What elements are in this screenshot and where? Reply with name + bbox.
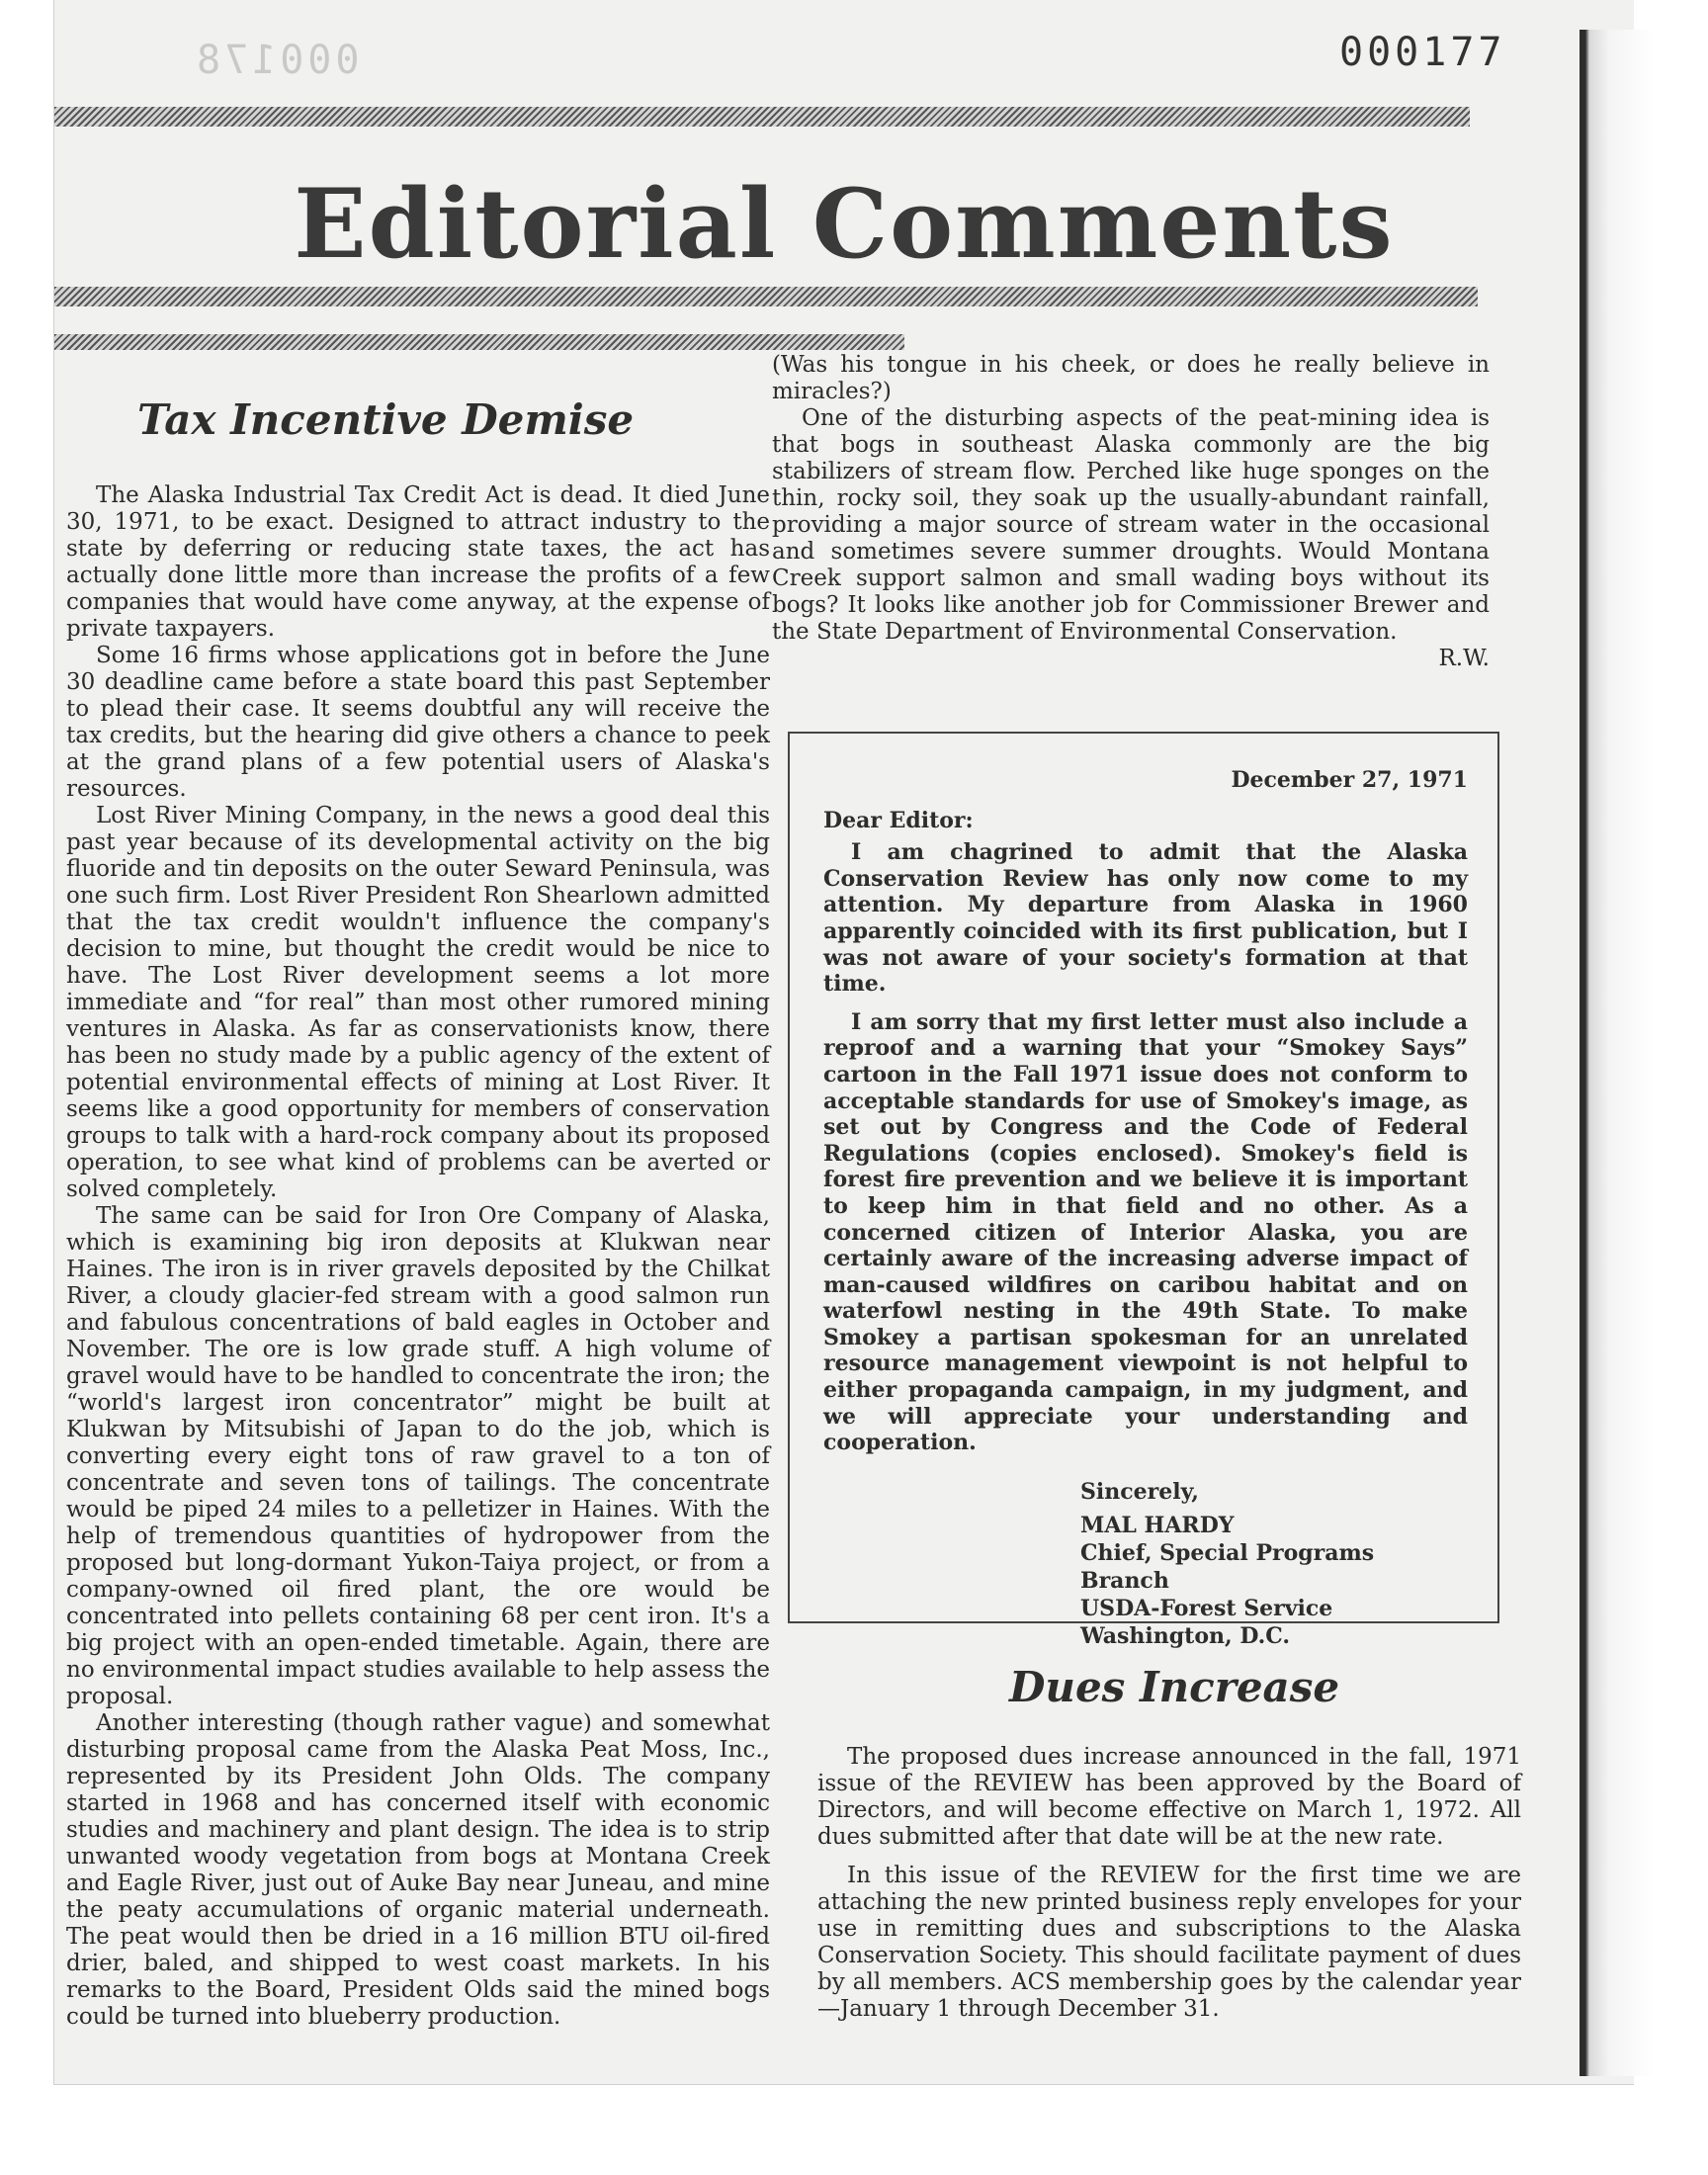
- tax-headline: Tax Incentive Demise: [137, 395, 635, 444]
- masthead-rule-middle: [54, 287, 1478, 306]
- tax-signoff: R.W.: [1438, 646, 1490, 671]
- scan-edge-shadow: [1580, 30, 1655, 2076]
- masthead-title: Editorial Comments: [294, 168, 1395, 280]
- dues-article-column: [817, 1744, 1521, 2023]
- tax-paragraph: Lost River Mining Company, in the news a good deal this past year because of its developmental activity on the big fluoride and tin deposits on the outer Seward Peninsula, was one such firm. Lost River President Ron Shearlown admitted that the tax credit wouldn't influence the company's decision to mine, but thought the credit would be nice to have. The Lost River development seems a lot more immediate and “for real” than most other rumored mining ventures in Alaska. As far as conservationists know, there has been no study made by a public agency of the extent of potential environmental effects of mining at Lost River. It seems like a good opportunity for members of conservation groups to talk with a hard-rock company about its proposed operation, to see what kind of problems can be averted or solved completely.: [66, 803, 770, 1202]
- letter-closing-word: Sincerely,: [1080, 1478, 1199, 1505]
- letter-paragraph: I am sorry that my first letter must also include a reproof and a warning that your “Smokey Says” cartoon in the Fall 1971 issue does not conform to acceptable standards for use of Smokey's image, as set out by Congress and the Code of Federal Regulations (copies enclosed). Smokey's field is forest fire prevention and we believe it is important to keep him in that field and no other. As a concerned citizen of Interior Alaska, you are certainly aware of the increasing adverse impact of man-caused wildfires on caribou habitat and on waterfowl nesting in the 49th State. To make Smokey a partisan spokesman for an unrelated resource management viewpoint is not helpful to either propaganda campaign, in my judgment, and we will appreciate your understanding and cooperation.: [823, 1008, 1468, 1456]
- page-number: 000177: [1339, 30, 1506, 75]
- tax-paragraph: Some 16 firms whose applications got in before the June 30 deadline came before a state board this past September to plead their case. It seems doubtful any will receive the tax credits, but the hearing did give others a chance to peek at the grand plans of a few potential users of Alaska's resources.: [66, 643, 770, 802]
- page-number-bleedthrough: 000178: [193, 38, 360, 83]
- dues-headline: Dues Increase: [1009, 1663, 1340, 1711]
- letter-to-editor-box: [788, 732, 1499, 1649]
- tax-paragraph: The Alaska Industrial Tax Credit Act is dead. It died June 30, 1971, to be exact. Designed to attract industry to the state by deferring or reducing state taxes, the act has actually done little more than increase the profits of a few companies that would have come anyway, at the expense of private taxpayers.: [66, 482, 770, 642]
- scanned-page: [53, 0, 1634, 2085]
- letter-date: December 27, 1971: [1231, 767, 1468, 793]
- tax-paragraph: The same can be said for Iron Ore Company of Alaska, which is examining big iron deposits at Klukwan near Haines. The iron is in river gravels deposited by the Chilkat River, a cloudy glacier-fed stream with a good salmon run and fabulous concentrations of bald eagles in October and November. The ore is low grade stuff. A high volume of gravel would have to be handled to concentrate the iron; the “world's largest iron concentrator” might be built at Klukwan by Mitsubishi of Japan to do the job, which is converting every eight tons of raw gravel to a ton of concentrate and seven tons of tailings. The concentrate would be piped 24 miles to a pelletizer in Haines. With the help of tremendous quantities of hydropower from the proposed but long-dormant Yukon-Taiya project, or from a company-owned oil fired plant, the ore would be concentrated into pellets containing 68 per cent iron. It's a big project with an open-ended timetable. Again, there are no environmental impact studies available to help assess the proposal.: [66, 1203, 770, 1709]
- letter-closing: [1080, 1478, 1468, 1650]
- dues-paragraph: The proposed dues increase announced in the fall, 1971 issue of the REVIEW has been approved by the Board of Directors, and will become effective on March 1, 1972. All dues submitted after that date will be at the new rate.: [817, 1744, 1521, 1850]
- letter-signer-location: Washington, D.C.: [1080, 1622, 1291, 1649]
- column-rule-left: [54, 334, 904, 350]
- letter-signer: MAL HARDY: [1080, 1512, 1235, 1538]
- letter-signer-title: Chief, Special Programs Branch: [1080, 1539, 1375, 1594]
- dues-paragraph: In this issue of the REVIEW for the first time we are attaching the new printed business reply envelopes for your use in remitting dues and subscriptions to the Alaska Conservation Society. This should facilitate payment of dues by all members. ACS membership goes by the calendar year—January 1 through December 31.: [817, 1863, 1521, 2022]
- tax-continued-paragraph: One of the disturbing aspects of the peat-mining idea is that bogs in southeast Alaska commonly are the big stabilizers of stream flow. Perched like huge sponges on the thin, rocky soil, they soak up the usually-abundant rainfall, providing a major source of stream water in the occasional and sometimes severe summer droughts. Would Montana Creek support salmon and small wading boys without its bogs? It looks like another job for Commissioner Brewer and the State Department of Environmental Conservation.: [772, 405, 1490, 645]
- letter-salutation: Dear Editor:: [823, 807, 974, 833]
- tax-article-column: [66, 482, 770, 2031]
- masthead-rule-top: [54, 107, 1470, 127]
- tax-article-continued: [772, 352, 1490, 672]
- letter-paragraph: I am chagrined to admit that the Alaska Conservation Review has only now come to my attention. My departure from Alaska in 1960 apparently coincided with its first publication, but I was not aware of your society's formation at that time.: [823, 839, 1468, 998]
- tax-paragraph: Another interesting (though rather vague) and somewhat disturbing proposal came from the Alaska Peat Moss, Inc., represented by its President John Olds. The company started in 1968 and has concerned itself with economic studies and machinery and plant design. The idea is to strip unwanted woody vegetation from bogs at Montana Creek and Eagle River, just out of Auke Bay near Juneau, and mine the peaty accumulations of organic material underneath. The peat would then be dried in a 16 million BTU oil-fired drier, baled, and shipped to west coast markets. In his remarks to the Board, President Olds said the mined bogs could be turned into blueberry production.: [66, 1710, 770, 2030]
- tax-continued-paragraph: (Was his tongue in his cheek, or does he really believe in miracles?): [772, 352, 1490, 404]
- letter-signer-agency: USDA-Forest Service: [1080, 1595, 1333, 1621]
